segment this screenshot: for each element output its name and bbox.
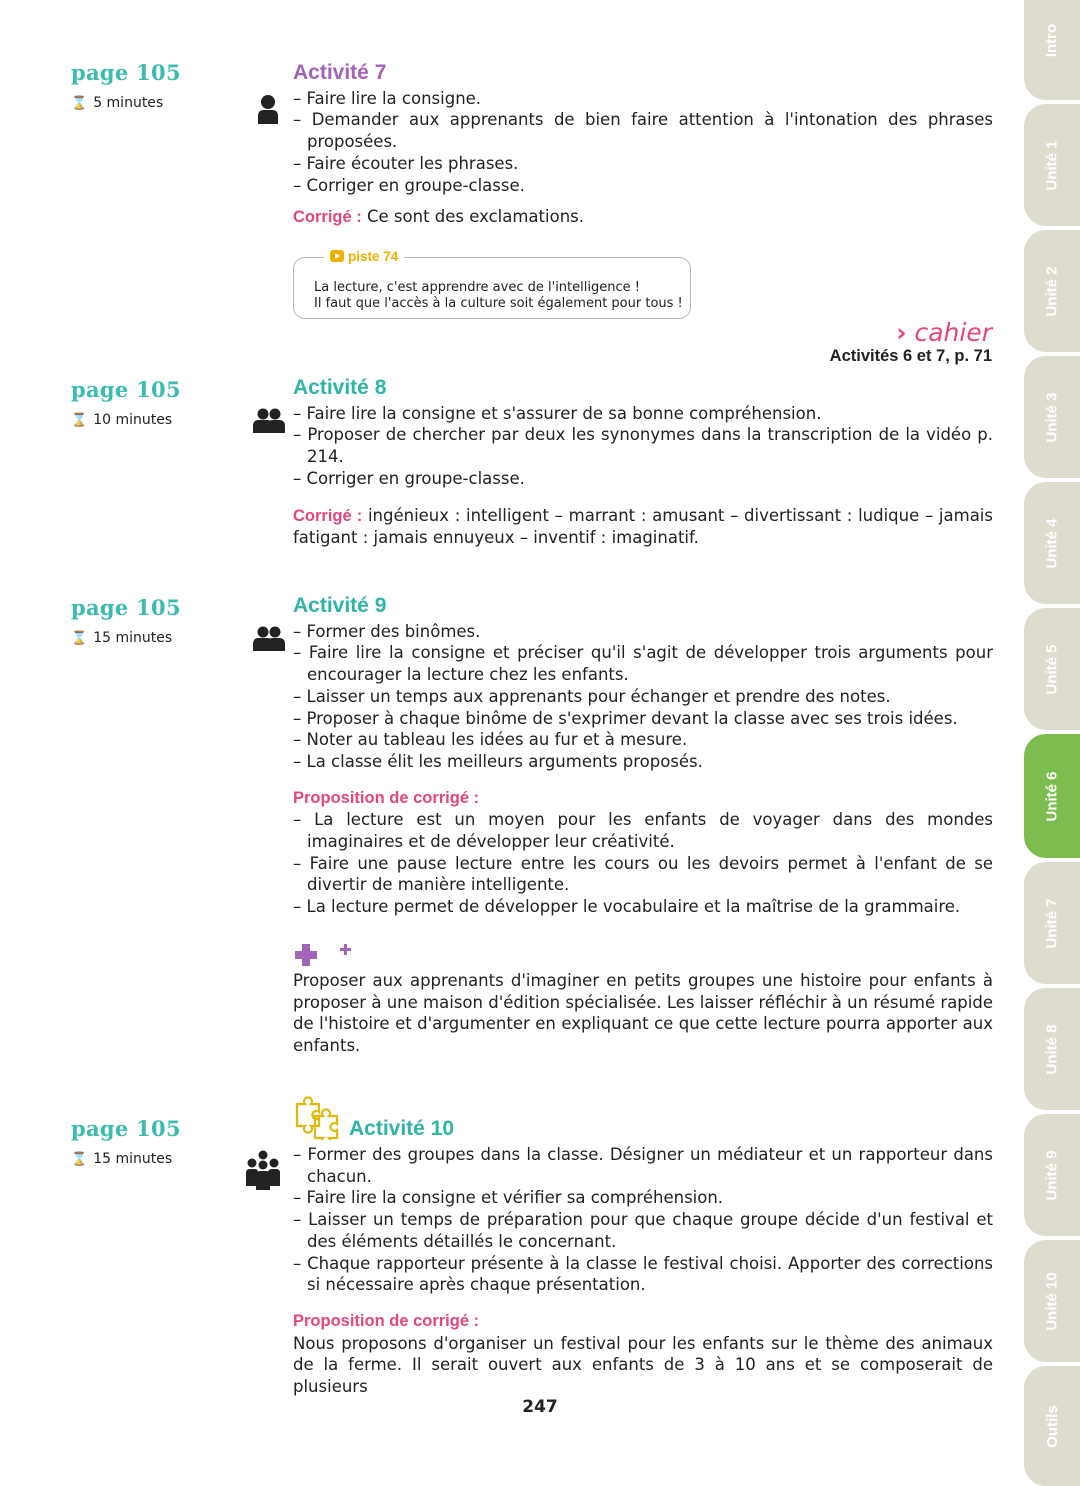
list-item: – Corriger en groupe-classe. [293,468,993,490]
chevron-right-icon: › [896,318,907,347]
list-item: – Faire lire la consigne. [293,88,993,110]
proposition-label: Proposition de corrigé : [293,788,480,807]
pair-icon [253,625,285,651]
list-item: – Faire lire la consigne et préciser qu'il s'agit de développer trois arguments pour encourager la lecture chez les enfants. [293,642,993,685]
duration: 15 minutes [93,630,173,646]
page-ref: page 105 [71,377,181,402]
tab-unite-4[interactable]: Unité 4 [1024,482,1080,604]
corrige: Corrigé : ingénieux : intelligent – marrant : amusant – divertissant : ludique – jamais fatigant : jamais ennuyeux – inventif : imaginatif. [293,505,993,548]
extension-text: Proposer aux apprenants d'imaginer en petits groupes une histoire pour enfants à proposer à une maison d'édition spécialisée. Les laisser réfléchir à un résumé rapide de l'histoire et d'argumenter en expliquant ce que cette lecture pourra apporter aux enfants. [293,970,993,1055]
list-item: – La lecture est un moyen pour les enfants de voyager dans des mondes imaginaires et de développer leur créativité. [293,809,993,852]
tab-unite-8[interactable]: Unité 8 [1024,988,1080,1110]
hourglass-icon: ⌛ [71,413,88,428]
page-ref: page 105 [71,60,181,85]
transcript-line: Il faut que l'accès à la culture soit également pour tous ! [314,296,683,311]
list-item: – Proposer de chercher par deux les synonymes dans la transcription de la vidéo p. 214. [293,424,993,467]
list-item: – Noter au tableau les idées au fur et à mesure. [293,729,993,751]
list-item: – Laisser un temps de préparation pour que chaque groupe décide d'un festival et des éléments détaillés le concernant. [293,1209,993,1252]
page-number: 247 [522,1397,558,1417]
activity-7 [293,62,993,229]
corrige: Corrigé : Ce sont des exclamations. [293,207,584,227]
hourglass-icon: ⌛ [71,96,88,111]
list-item: – Laisser un temps aux apprenants pour échanger et prendre des notes. [293,686,993,708]
proposition-text: Nous proposons d'organiser un festival pour les enfants sur le thème des animaux de la ferme. Il serait ouvert aux enfants de 3 à 10 ans et se composerait de plusieurs [293,1333,993,1397]
duration: 10 minutes [93,412,173,428]
section-ref-1 [71,60,181,111]
activity-title: Activité 9 [293,594,387,617]
tab-unite-7[interactable]: Unité 7 [1024,862,1080,984]
section-ref-2 [71,377,181,428]
list-item: – Faire écouter les phrases. [293,153,993,175]
list-item: – Corriger en groupe-classe. [293,175,993,197]
audio-track-label[interactable]: piste 74 [324,249,404,264]
tab-unite-9[interactable]: Unité 9 [1024,1114,1080,1236]
tab-unite-10[interactable]: Unité 10 [1024,1240,1080,1362]
instruction-list [293,1144,993,1296]
proposition-label: Proposition de corrigé : [293,1311,480,1330]
section-ref-4 [71,1116,181,1167]
tab-unite-2[interactable]: Unité 2 [1024,230,1080,352]
group-icon [246,1150,280,1190]
list-item: – Faire lire la consigne et s'assurer de sa bonne compréhension. [293,403,993,425]
duration: 15 minutes [93,1151,173,1167]
single-person-icon [256,94,280,124]
tab-unite-3[interactable]: Unité 3 [1024,356,1080,478]
instruction-list [293,403,993,490]
instruction-list [293,88,993,197]
activity-8 [293,377,993,549]
activity-9 [293,595,993,1057]
duration: 5 minutes [93,95,164,111]
tab-unite-6[interactable]: Unité 6 [1024,734,1080,858]
list-item: – La classe élit les meilleurs arguments proposés. [293,751,993,773]
audio-track-box [293,249,691,319]
proposition-list [293,809,993,918]
activity-title: Activité 7 [293,61,387,84]
page-ref: page 105 [71,1116,181,1141]
tab-unite-5[interactable]: Unité 5 [1024,608,1080,730]
activity-10 [293,1094,993,1398]
hourglass-icon: ⌛ [71,631,88,646]
puzzle-hands-icon [293,1094,343,1140]
list-item: – La lecture permet de développer le vocabulaire et la maîtrise de la grammaire. [293,896,993,918]
list-item: – Former des groupes dans la classe. Désigner un médiateur et un rapporteur dans chacun. [293,1144,993,1187]
instruction-list [293,621,993,773]
activity-title: Activité 8 [293,376,387,399]
activity-title: Activité 10 [349,1117,455,1141]
cahier-ref: › cahier Activités 6 et 7, p. 71 [829,318,992,365]
list-item: – Chaque rapporteur présente à la classe le festival choisi. Apporter des corrections si nécessaire après chaque présentation. [293,1253,993,1296]
tab-outils[interactable]: Outils [1024,1366,1080,1486]
play-icon [330,250,344,262]
list-item: – Former des binômes. [293,621,993,643]
section-ref-3 [71,595,181,646]
tab-unite-1[interactable]: Unité 1 [1024,104,1080,226]
unit-tabs [1024,0,1080,1465]
transcript-line: La lecture, c'est apprendre avec de l'intelligence ! [314,280,640,295]
list-item: – Faire lire la consigne et vérifier sa compréhension. [293,1187,993,1209]
plus-icon [293,940,993,970]
list-item: – Demander aux apprenants de bien faire attention à l'intonation des phrases proposées. [293,109,993,152]
list-item: – Proposer à chaque binôme de s'exprimer devant la classe avec ses trois idées. [293,708,993,730]
tab-intro[interactable]: Intro [1024,0,1080,100]
hourglass-icon: ⌛ [71,1152,88,1167]
list-item: – Faire une pause lecture entre les cours ou les devoirs permet à l'enfant de se divertir de manière intelligente. [293,853,993,896]
page-ref: page 105 [71,595,181,620]
pair-icon [253,407,285,433]
